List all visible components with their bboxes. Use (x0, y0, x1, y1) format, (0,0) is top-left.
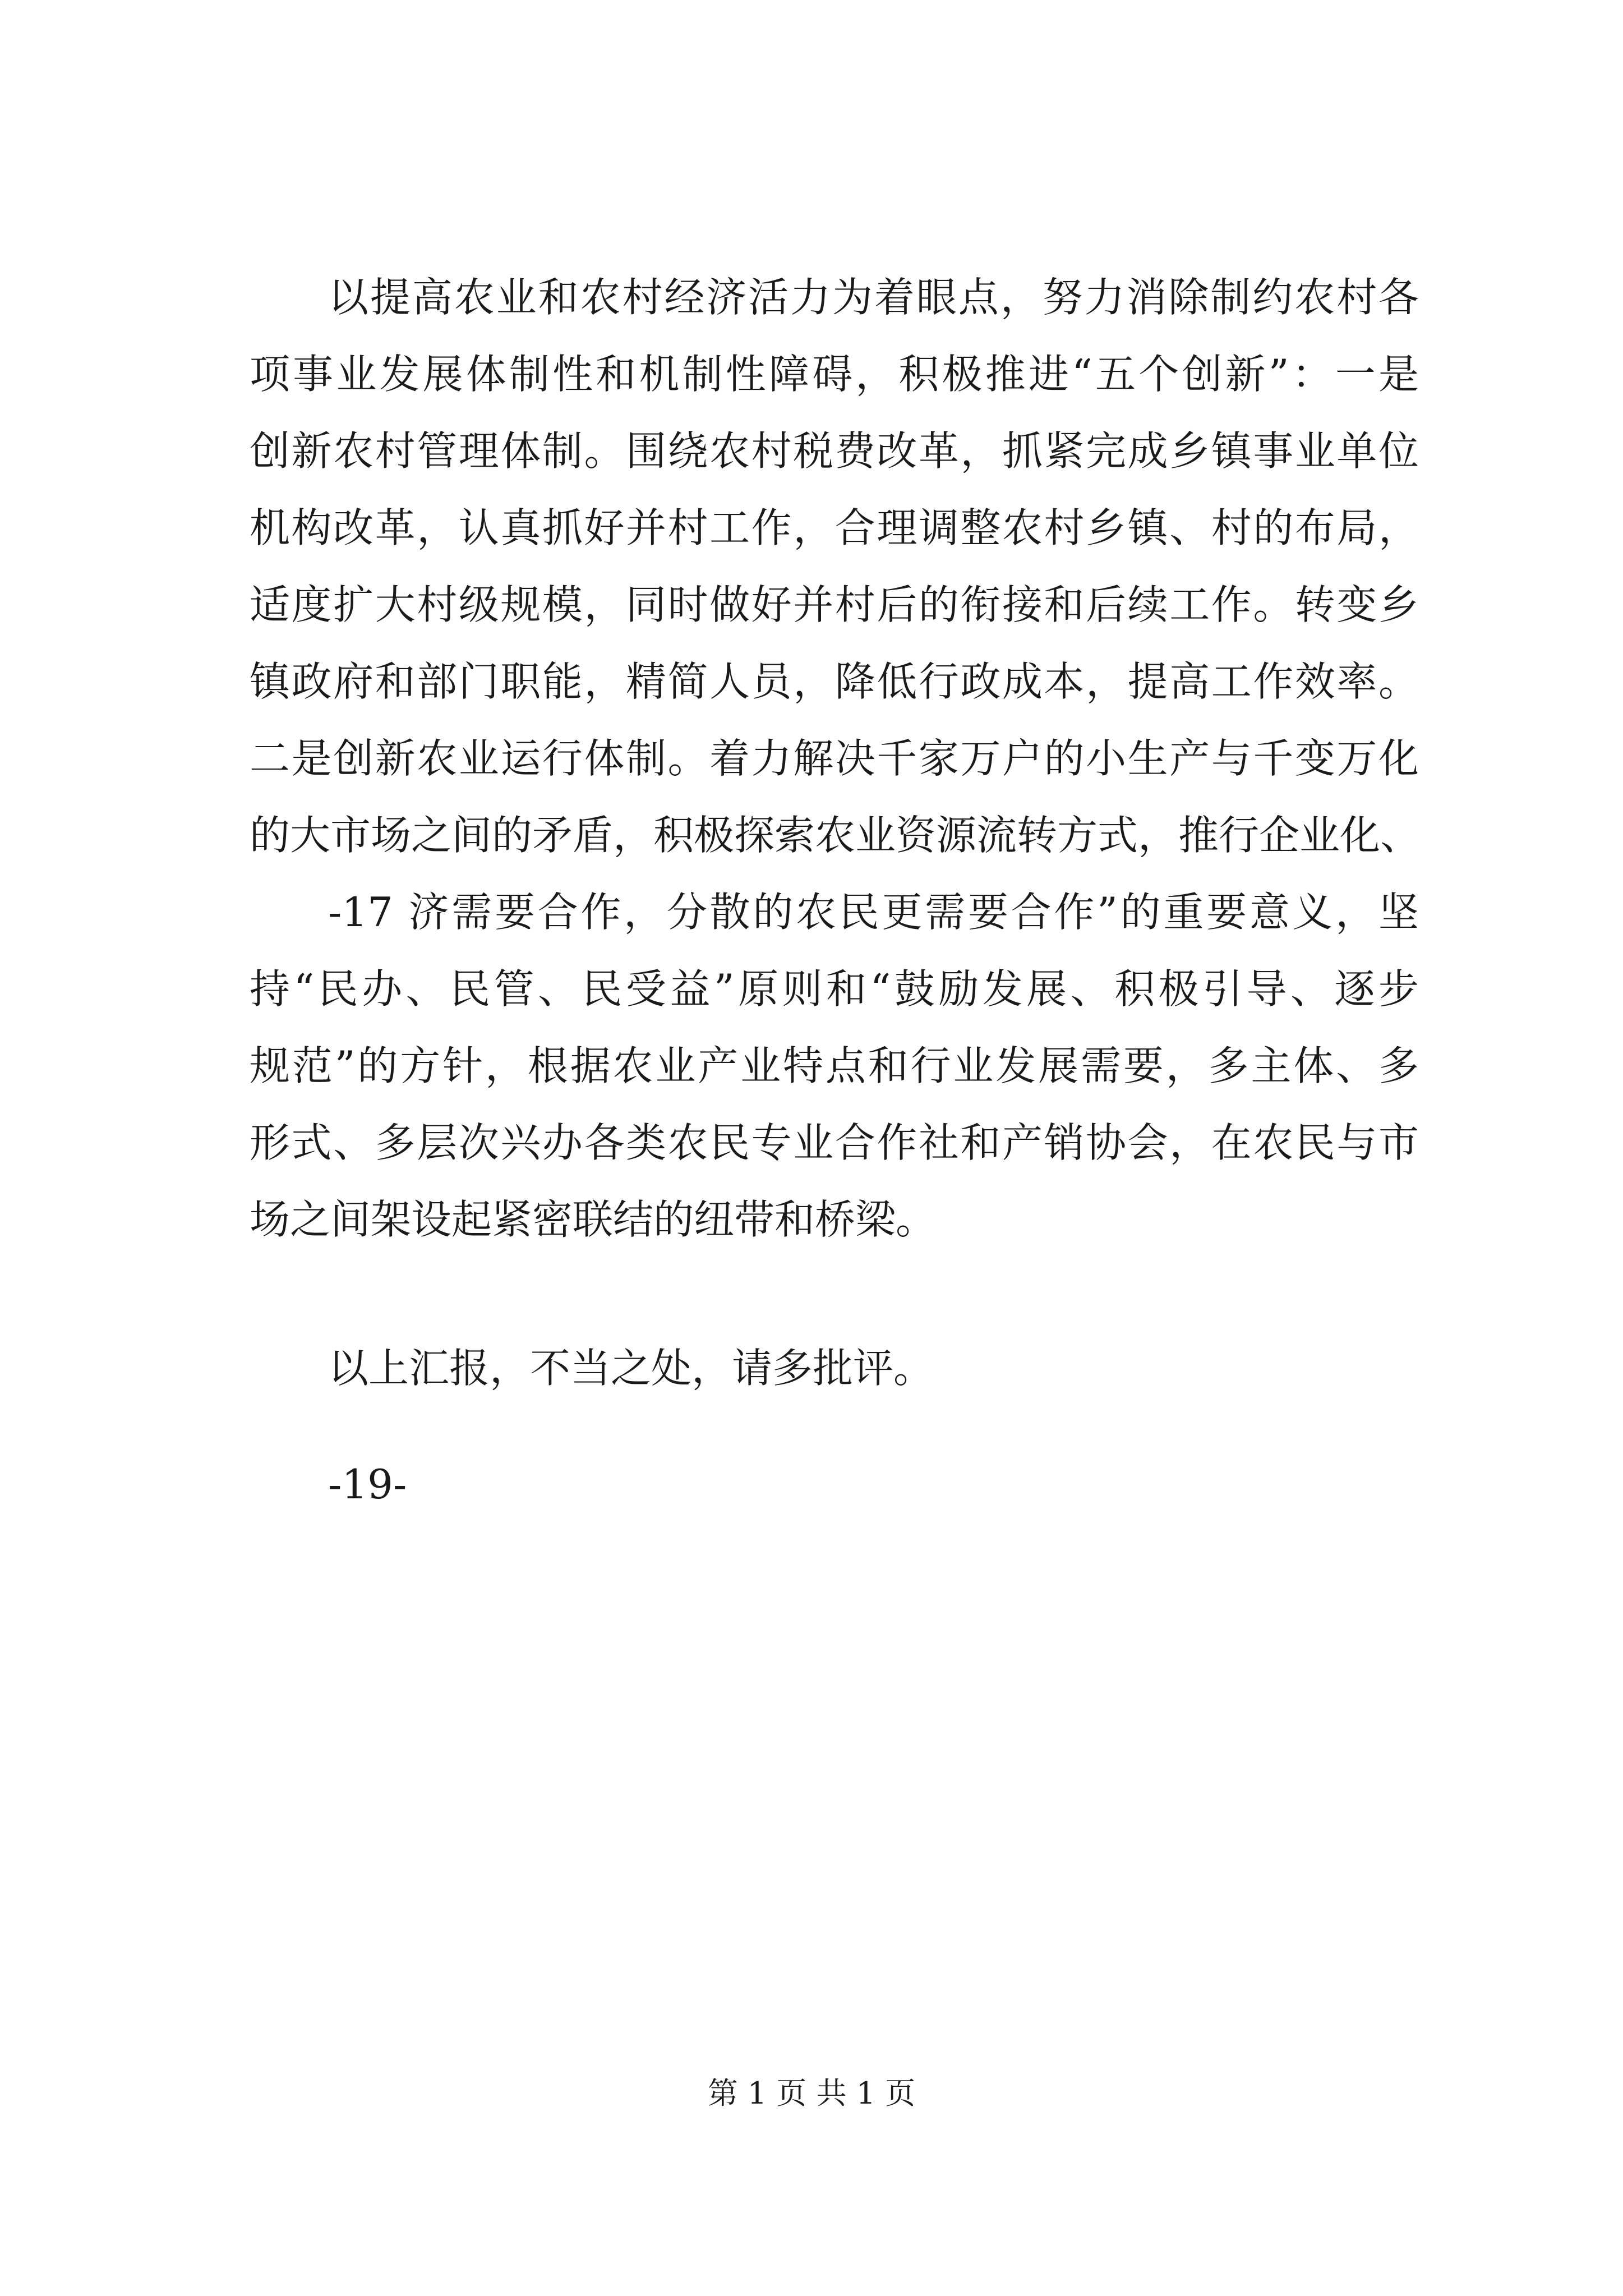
paragraph-line: 的大市场之间的矛盾，积极探索农业资源流转方式，推行企业化、 (250, 812, 1421, 859)
paragraph-line: 适度扩大村级规模，同时做好并村后的衔接和后续工作。转变乡 (250, 581, 1419, 628)
paragraph-line: 二是创新农业运行体制。着力解决千家万户的小生产与千变万化 (250, 735, 1419, 782)
paragraph-line: 以提高农业和农村经济活力为着眼点，努力消除制约农村各 (328, 274, 1419, 321)
closing-remark: 以上汇报，不当之处，请多批评。 (328, 1345, 934, 1392)
paragraph-line: 项事业发展体制性和机制性障碍，积极推进“五个创新”：一是 (250, 351, 1419, 398)
inline-page-number: -19- (328, 1461, 407, 1508)
body-text (250, 259, 1419, 1258)
paragraph-line: 形式、多层次兴办各类农民专业合作社和产销协会，在农民与市 (250, 1119, 1419, 1166)
paragraph-line: 创新农村管理体制。围绕农村税费改革，抓紧完成乡镇事业单位 (250, 427, 1419, 475)
paragraph-line: 规范”的方针，根据农业产业特点和行业发展需要，多主体、多 (250, 1042, 1419, 1089)
paragraph-line: 镇政府和部门职能，精简人员，降低行政成本，提高工作效率。 (250, 658, 1419, 705)
paragraph-line: 场之间架设起紧密联结的纽带和桥梁。 (250, 1196, 937, 1243)
paragraph-line: 持“民办、民管、民受益”原则和“鼓励发展、积极引导、逐步 (250, 965, 1419, 1013)
paragraph-line: -17 济需要合作，分散的农民更需要合作”的重要意义，坚 (328, 889, 1419, 936)
page-footer: 第 1 页 共 1 页 (707, 2076, 916, 2111)
paragraph-line: 机构改革，认真抓好并村工作，合理调整农村乡镇、村的布局， (250, 504, 1419, 551)
